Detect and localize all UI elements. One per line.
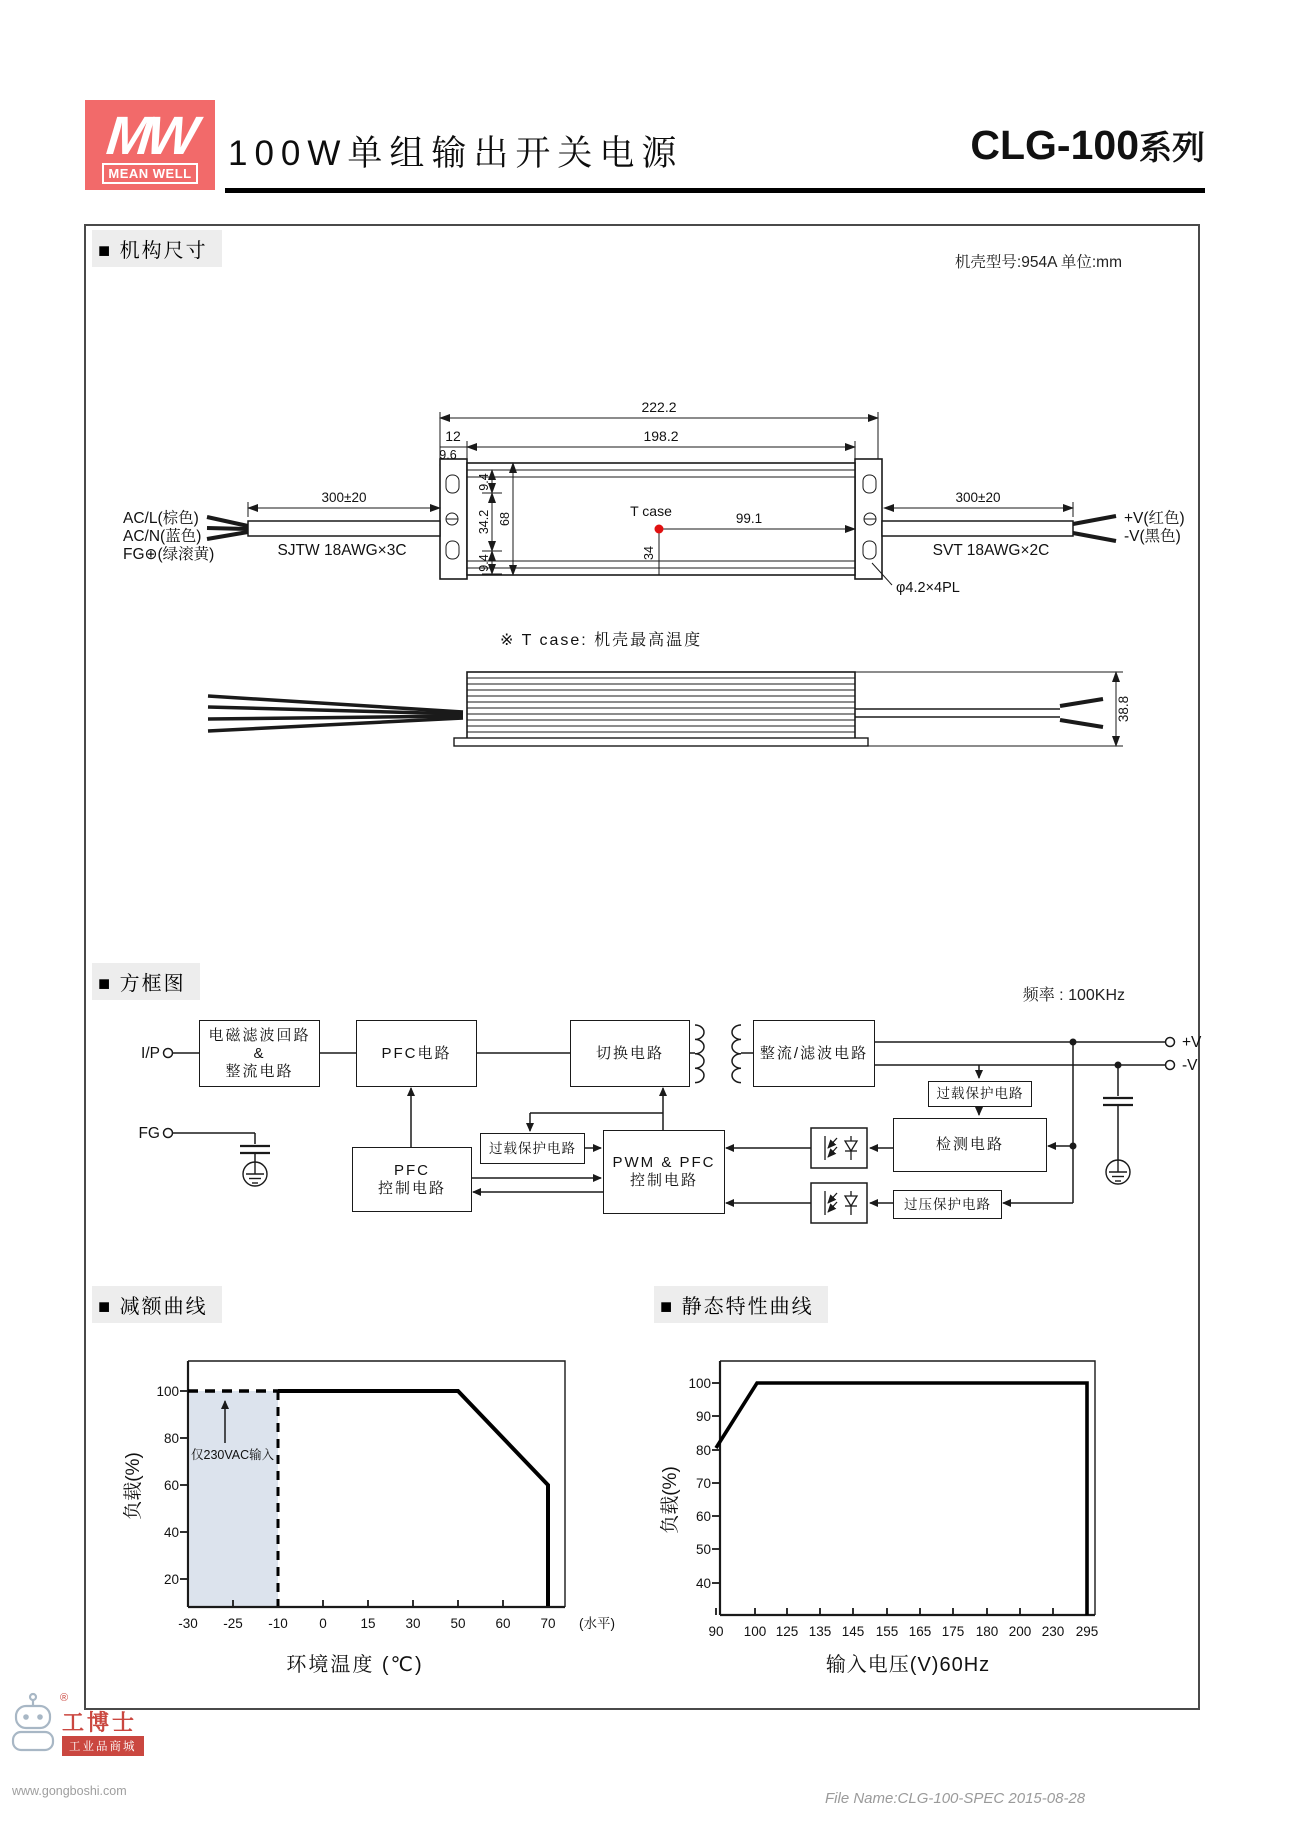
side-view xyxy=(208,672,1123,746)
optocoupler-1-icon xyxy=(811,1128,867,1168)
output-neg-label: -V xyxy=(1182,1057,1198,1074)
frequency-note: 频率 : 100KHz xyxy=(1022,987,1125,1004)
x-tick-label: 200 xyxy=(1008,1624,1032,1639)
x-tick-label: 70 xyxy=(540,1616,556,1631)
case-type-note: 机壳型号:954A 单位:mm xyxy=(954,254,1122,271)
dim-left-wire-length: 300±20 xyxy=(321,490,367,505)
dim-hole-span: 34.2 xyxy=(477,509,491,535)
section-title-mechanical: ■ 机构尺寸 xyxy=(92,230,222,267)
derating-curve-line xyxy=(278,1391,548,1606)
block-emi-filter: 电磁滤波回路 & 整流电路 xyxy=(199,1020,320,1087)
block-pwm-pfc-control: PWM & PFC 控制电路 xyxy=(603,1130,725,1214)
wire-label-acl: AC/L(棕色) xyxy=(123,510,199,527)
y-tick-label: 100 xyxy=(156,1384,179,1399)
tcase-label: T case xyxy=(630,503,672,519)
left-cable-spec: SJTW 18AWG×3C xyxy=(277,542,407,559)
x-tick-label: 50 xyxy=(450,1616,466,1631)
annotation-230vac: 仅230VAC输入 xyxy=(191,1448,275,1462)
section-title-block-diagram: ■ 方框图 xyxy=(92,963,200,1000)
x-tick-label: -30 xyxy=(178,1616,198,1631)
x-tick-label: 175 xyxy=(941,1624,965,1639)
robot-icon xyxy=(10,1692,56,1756)
block-overvoltage-protection: 过压保护电路 xyxy=(893,1190,1002,1219)
title-underline xyxy=(225,188,1205,193)
y-tick-label: 60 xyxy=(163,1478,179,1493)
fg-terminal-label: FG xyxy=(138,1125,160,1142)
x-axis-title: 输入电压(V)60Hz xyxy=(825,1654,991,1676)
y-tick-label: 90 xyxy=(695,1409,711,1424)
derating-chart xyxy=(95,1340,635,1685)
dim-case-width: 68 xyxy=(498,512,512,526)
x-tick-label: 90 xyxy=(708,1624,724,1639)
y-tick-label: 60 xyxy=(695,1509,711,1524)
section-title-derating: ■ 减额曲线 xyxy=(92,1286,222,1323)
tcase-note: ※ T case: 机壳最高温度 xyxy=(500,632,703,649)
dim-tcase-y: 34 xyxy=(642,546,656,560)
section-title-static: ■ 静态特性曲线 xyxy=(654,1286,828,1323)
y-tick-label: 50 xyxy=(695,1542,711,1557)
y-tick-label: 40 xyxy=(163,1525,179,1540)
meanwell-logo xyxy=(85,100,215,190)
series-suffix: 系列 xyxy=(1139,129,1205,166)
tcase-point xyxy=(655,525,664,534)
mechanical-drawing xyxy=(80,395,1240,770)
y-tick-label: 80 xyxy=(163,1431,179,1446)
x-tick-label: 155 xyxy=(875,1624,899,1639)
y-tick-label: 70 xyxy=(695,1476,711,1491)
y-tick-label: 100 xyxy=(688,1376,711,1391)
x-tick-label: 30 xyxy=(405,1616,421,1631)
dim-case-height: 38.8 xyxy=(1116,695,1131,723)
block-diagram xyxy=(80,960,1210,1255)
x-tick-label: 125 xyxy=(775,1624,799,1639)
x-axis-suffix: (水平) xyxy=(579,1616,615,1631)
optocoupler-2-icon xyxy=(811,1183,867,1223)
block-switching: 切换电路 xyxy=(570,1020,690,1087)
watermark-brand: 工博士 xyxy=(62,1710,138,1735)
series-title xyxy=(970,122,1205,169)
page-title: 100W单组输出开关电源 xyxy=(228,134,684,173)
ground-symbol-output xyxy=(1106,1160,1130,1184)
static-curve-line xyxy=(716,1383,1087,1615)
x-axis-title: 环境温度 (℃) xyxy=(286,1654,424,1676)
dim-flange-offset: 12 xyxy=(445,428,461,444)
y-tick-label: 40 xyxy=(695,1576,711,1591)
x-tick-label: -10 xyxy=(268,1616,288,1631)
x-tick-label: 135 xyxy=(808,1624,832,1639)
logo-brand-text: MEAN WELL xyxy=(102,163,197,184)
dim-end-offset: 9.6 xyxy=(439,448,457,462)
series-name: CLG-100 xyxy=(970,122,1139,168)
block-pfc-control: PFC 控制电路 xyxy=(352,1147,472,1212)
y-tick-label: 80 xyxy=(695,1443,711,1458)
y-tick-label: 20 xyxy=(163,1572,179,1587)
dim-body-length: 198.2 xyxy=(643,428,679,444)
wire-label-fg: FG⊕(绿滚黄) xyxy=(123,546,215,563)
ground-symbol-fg xyxy=(243,1162,267,1186)
dim-mount-hole: φ4.2×4PL xyxy=(896,580,960,596)
y-axis-title: 负载(%) xyxy=(660,1466,681,1534)
static-chart xyxy=(640,1340,1170,1685)
dim-hole-top: 9.4 xyxy=(477,473,491,491)
input-terminal-label: I/P xyxy=(141,1045,160,1062)
x-tick-label: 180 xyxy=(975,1624,999,1639)
wire-label-vpos: +V(红色) xyxy=(1124,510,1185,527)
x-tick-label: 145 xyxy=(841,1624,865,1639)
block-pfc: PFC电路 xyxy=(356,1020,477,1087)
x-tick-label: 15 xyxy=(360,1616,376,1631)
block-overload-protection-mid: 过载保护电路 xyxy=(480,1133,585,1164)
x-tick-label: 230 xyxy=(1041,1624,1065,1639)
dim-tcase-x: 99.1 xyxy=(735,511,763,526)
right-cable-spec: SVT 18AWG×2C xyxy=(932,542,1050,559)
x-tick-label: 100 xyxy=(743,1624,767,1639)
block-overload-protection-right: 过载保护电路 xyxy=(928,1081,1032,1107)
transformer-secondary xyxy=(732,1025,741,1083)
block-detection: 检测电路 xyxy=(893,1118,1047,1172)
wire-label-acn: AC/N(蓝色) xyxy=(123,528,202,545)
x-tick-label: 295 xyxy=(1075,1624,1099,1639)
registered-mark: ® xyxy=(60,1692,69,1704)
x-tick-label: 0 xyxy=(319,1616,327,1631)
x-tick-label: 60 xyxy=(495,1616,511,1631)
axis-ticks xyxy=(712,1383,1087,1615)
wire-label-vneg: -V(黑色) xyxy=(1124,528,1181,545)
watermark xyxy=(10,1686,180,1811)
logo-mw-text: MW xyxy=(103,106,197,166)
chart-shaded-region xyxy=(190,1391,279,1607)
transformer-primary xyxy=(695,1025,704,1083)
dim-right-wire-length: 300±20 xyxy=(955,490,1001,505)
x-tick-label: -25 xyxy=(223,1616,243,1631)
file-name-note: File Name:CLG-100-SPEC 2015-08-28 xyxy=(825,1790,1086,1807)
x-tick-label: 165 xyxy=(908,1624,932,1639)
watermark-tagline: 工业品商城 xyxy=(62,1736,144,1756)
dim-hole-bottom: 9.4 xyxy=(477,554,491,572)
output-pos-label: +V xyxy=(1182,1034,1202,1051)
block-rectifier-filter: 整流/滤波电路 xyxy=(753,1020,875,1087)
y-axis-title: 负载(%) xyxy=(123,1452,144,1520)
watermark-url: www.gongboshi.com xyxy=(12,1784,127,1798)
dim-total-length: 222.2 xyxy=(641,399,677,415)
